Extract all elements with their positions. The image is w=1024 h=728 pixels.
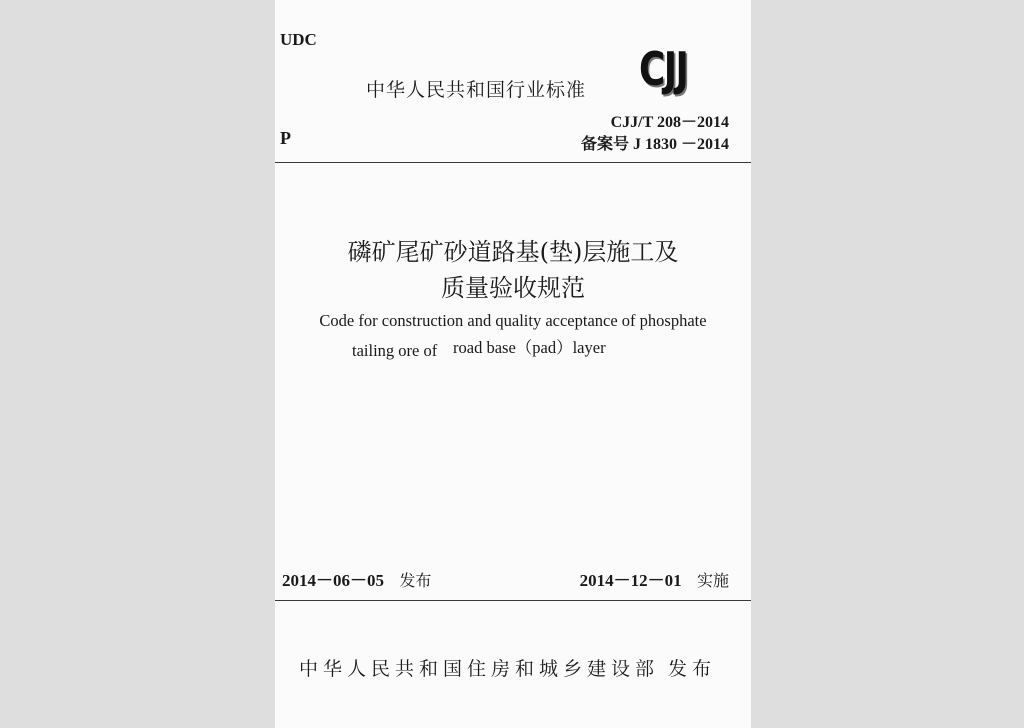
cjj-logo-text: CJJ bbox=[639, 42, 688, 96]
title-zh-line1: 磷矿尾矿砂道路基(垫)层施工及 bbox=[347, 238, 679, 266]
effective-date-row bbox=[580, 566, 729, 591]
title-en-line2b: road base（pad）layer bbox=[453, 338, 606, 357]
udc-label: UDC bbox=[280, 30, 317, 49]
issue-date: 2014－06－05 bbox=[282, 571, 384, 590]
issue-label: 发布 bbox=[399, 571, 432, 590]
publisher: 中华人民共和国住房和城乡建设部 bbox=[299, 658, 660, 680]
footer-divider bbox=[275, 600, 751, 601]
filing-number: 备案号 J 1830 －2014 bbox=[580, 136, 729, 153]
publish-label: 发布 bbox=[668, 658, 717, 680]
effective-date: 2014－12－01 bbox=[579, 571, 682, 590]
title-en-line2a: tailing ore of bbox=[352, 341, 438, 360]
header-divider bbox=[275, 162, 751, 163]
standard-type: 中华人民共和国行业标准 bbox=[366, 79, 587, 101]
title-en-line1: Code for construction and quality acceptance of phosphate bbox=[319, 311, 707, 330]
standard-number: CJJ/T 208－2014 bbox=[610, 114, 729, 131]
issue-date-row bbox=[282, 566, 431, 591]
category-letter: P bbox=[280, 128, 291, 148]
cjj-logo bbox=[639, 42, 729, 96]
effective-label: 实施 bbox=[696, 571, 729, 590]
title-zh-line2: 质量验收规范 bbox=[441, 274, 585, 302]
document-cover bbox=[275, 0, 751, 728]
